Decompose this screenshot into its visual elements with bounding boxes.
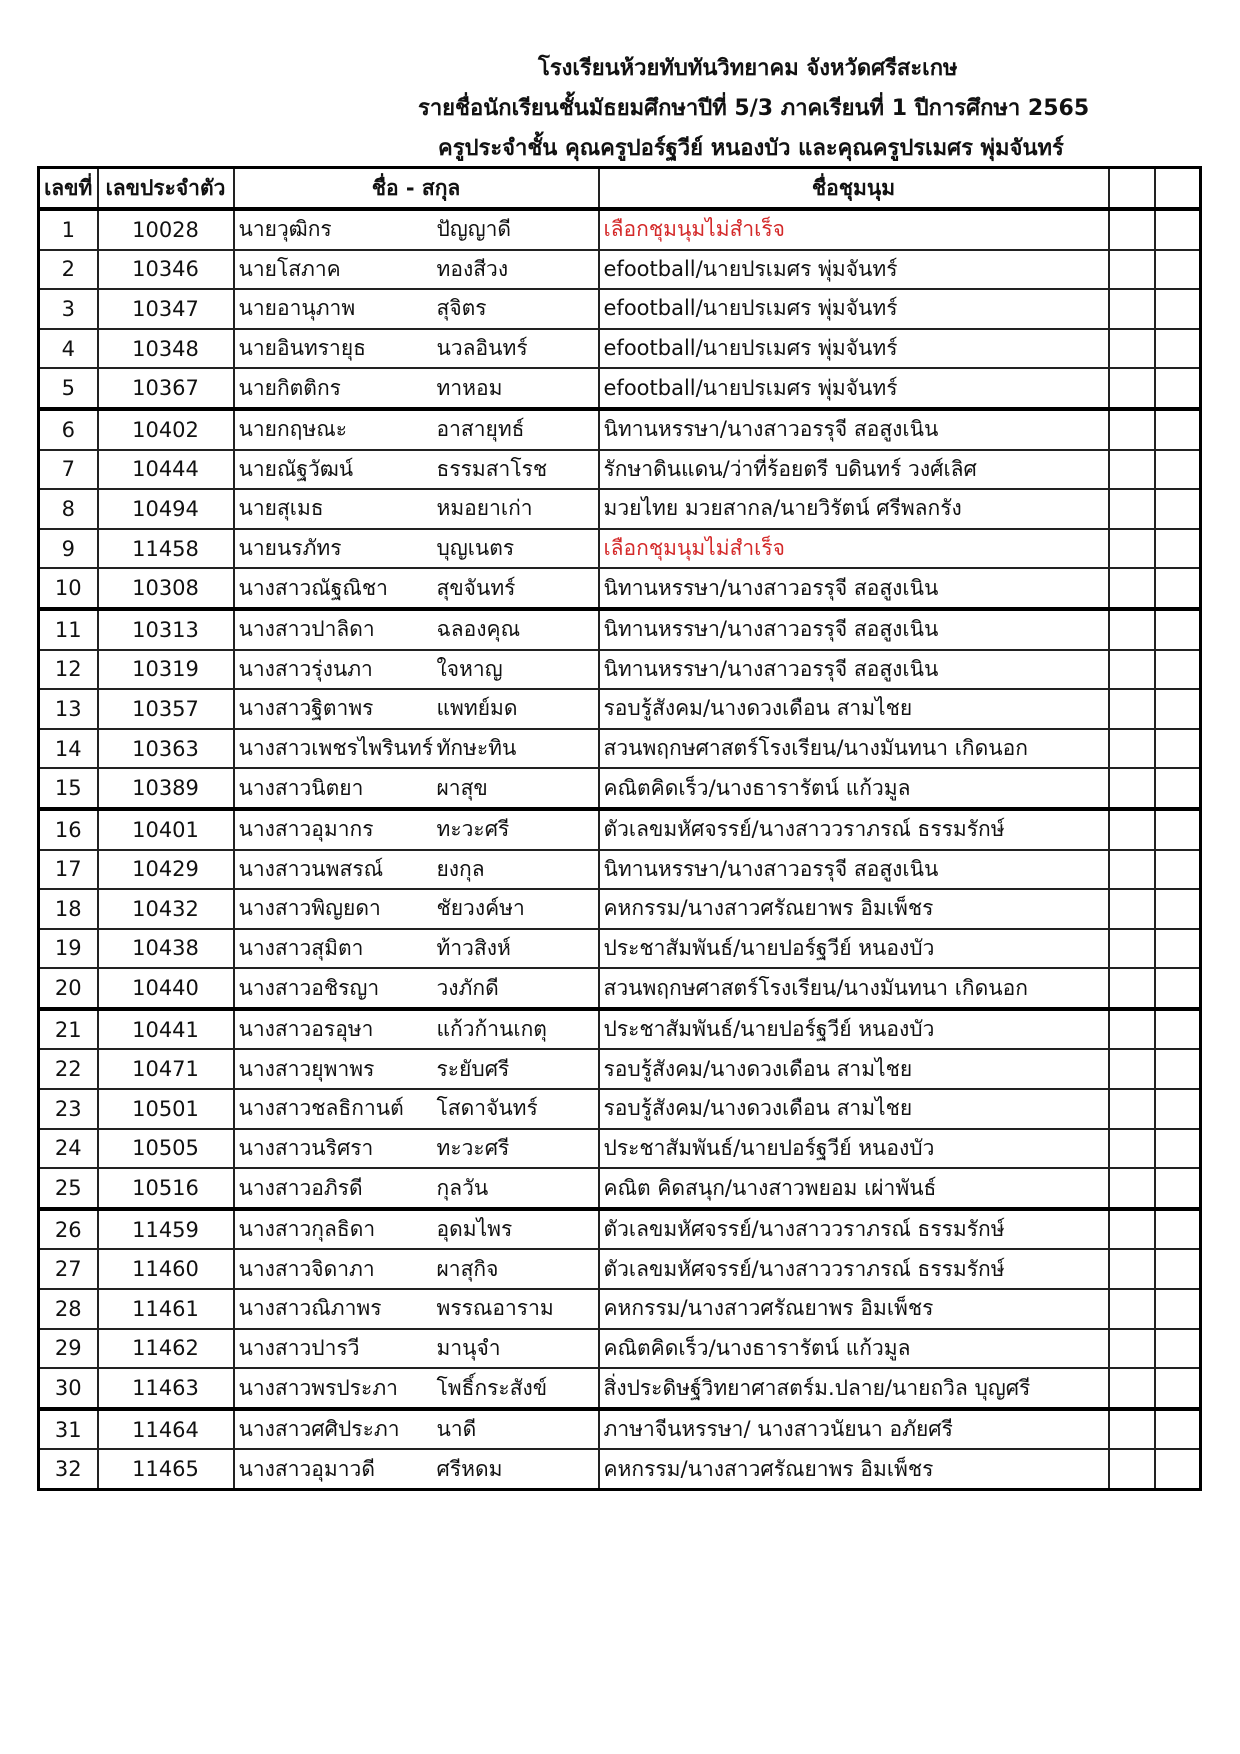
cell-student-id: 11461	[98, 1289, 234, 1329]
cell-number: 9	[39, 529, 98, 569]
cell-club: ประชาสัมพันธ์/นายปอร์ฐวีย์ หนองบัว	[599, 1129, 1109, 1169]
cell-student-id: 10401	[98, 809, 234, 850]
cell-student-id: 10505	[98, 1129, 234, 1169]
first-name: นางสาวรุ่งนภา	[238, 656, 373, 681]
table-row	[39, 729, 1201, 769]
cell-club: efootball/นายปรเมศร พุ่มจันทร์	[599, 368, 1109, 409]
cell-blank-1	[1109, 250, 1155, 290]
cell-number: 4	[39, 329, 98, 369]
cell-number: 20	[39, 968, 98, 1009]
cell-blank-2	[1155, 1329, 1201, 1369]
cell-club: รักษาดินแดน/ว่าที่ร้อยตรี บดินทร์ วงศ์เลิศ	[599, 450, 1109, 490]
cell-name	[234, 1249, 599, 1289]
cell-blank-1	[1109, 529, 1155, 569]
cell-blank-2	[1155, 1089, 1201, 1129]
last-name: สุจิตร	[436, 296, 487, 321]
cell-blank-2	[1155, 329, 1201, 369]
cell-blank-1	[1109, 1089, 1155, 1129]
cell-name	[234, 409, 599, 450]
last-name: กุลวัน	[436, 1175, 489, 1200]
cell-name	[234, 209, 599, 250]
first-name: นายสุเมธ	[238, 496, 324, 521]
table-row	[39, 529, 1201, 569]
last-name: ปัญญาดี	[436, 217, 512, 242]
cell-blank-2	[1155, 729, 1201, 769]
student-club-table	[37, 166, 1202, 1491]
cell-student-id: 10438	[98, 929, 234, 969]
cell-blank-2	[1155, 1209, 1201, 1250]
cell-number: 22	[39, 1049, 98, 1089]
last-name: ธรรมสาโรช	[436, 456, 548, 481]
cell-club: สวนพฤกษศาสตร์โรงเรียน/นางมันทนา เกิดนอก	[599, 968, 1109, 1009]
table-row	[39, 809, 1201, 850]
cell-club: นิทานหรรษา/นางสาวอรรุจี สอสูงเนิน	[599, 568, 1109, 609]
cell-blank-1	[1109, 209, 1155, 250]
first-name: นางสาวปารวี	[238, 1335, 360, 1360]
cell-student-id: 10494	[98, 489, 234, 529]
cell-blank-1	[1109, 609, 1155, 650]
last-name: ผาสุข	[436, 775, 488, 800]
table-row	[39, 1329, 1201, 1369]
cell-blank-2	[1155, 1449, 1201, 1489]
last-name: ผาสุกิจ	[436, 1256, 499, 1281]
cell-name	[234, 250, 599, 290]
cell-blank-1	[1109, 1209, 1155, 1250]
cell-name	[234, 929, 599, 969]
table-row	[39, 609, 1201, 650]
cell-blank-2	[1155, 650, 1201, 690]
last-name: ทาหอม	[436, 375, 503, 400]
cell-club: นิทานหรรษา/นางสาวอรรุจี สอสูงเนิน	[599, 409, 1109, 450]
table-row	[39, 1249, 1201, 1289]
cell-number: 31	[39, 1409, 98, 1450]
cell-number: 7	[39, 450, 98, 490]
cell-blank-2	[1155, 850, 1201, 890]
cell-number: 21	[39, 1009, 98, 1050]
cell-name	[234, 1409, 599, 1450]
cell-club: มวยไทย มวยสากล/นายวิรัตน์ ศรีพลกรัง	[599, 489, 1109, 529]
last-name: โสดาจันทร์	[436, 1096, 538, 1121]
cell-name	[234, 689, 599, 729]
cell-blank-1	[1109, 409, 1155, 450]
cell-number: 23	[39, 1089, 98, 1129]
cell-club: เลือกชุมนุมไม่สำเร็จ	[599, 209, 1109, 250]
table-row	[39, 289, 1201, 329]
cell-club: คหกรรม/นางสาวศรัณยาพร อิมเพ็ชร	[599, 1289, 1109, 1329]
cell-blank-2	[1155, 609, 1201, 650]
cell-blank-2	[1155, 1168, 1201, 1209]
table-row	[39, 568, 1201, 609]
cell-club: คณิต คิดสนุก/นางสาวพยอม เผ่าพันธ์	[599, 1168, 1109, 1209]
cell-name	[234, 768, 599, 809]
last-name: แพทย์มด	[436, 696, 518, 721]
cell-club: efootball/นายปรเมศร พุ่มจันทร์	[599, 329, 1109, 369]
cell-student-id: 10363	[98, 729, 234, 769]
cell-blank-2	[1155, 1368, 1201, 1409]
cell-blank-1	[1109, 568, 1155, 609]
cell-student-id: 11460	[98, 1249, 234, 1289]
cell-blank-1	[1109, 1409, 1155, 1450]
cell-blank-1	[1109, 650, 1155, 690]
cell-blank-1	[1109, 929, 1155, 969]
first-name: นางสาวนริศรา	[238, 1135, 374, 1160]
cell-blank-2	[1155, 1049, 1201, 1089]
first-name: นางสาวอภิรดี	[238, 1175, 363, 1200]
cell-student-id: 10308	[98, 568, 234, 609]
last-name: ทะวะศรี	[436, 1135, 510, 1160]
first-name: นายอินทรายุธ	[238, 336, 366, 361]
cell-number: 2	[39, 250, 98, 290]
last-name: ยงกุล	[436, 856, 485, 881]
last-name: ฉลองคุณ	[436, 617, 521, 642]
cell-club: คณิตคิดเร็ว/นางธารารัตน์ แก้วมูล	[599, 1329, 1109, 1369]
cell-student-id: 10357	[98, 689, 234, 729]
table-row	[39, 768, 1201, 809]
cell-blank-1	[1109, 1129, 1155, 1169]
cell-number: 32	[39, 1449, 98, 1489]
table-row	[39, 1449, 1201, 1489]
last-name: ศรีหดม	[436, 1456, 503, 1481]
cell-blank-2	[1155, 368, 1201, 409]
cell-club: คหกรรม/นางสาวศรัณยาพร อิมเพ็ชร	[599, 1449, 1109, 1489]
first-name: นายอานุภาพ	[238, 296, 356, 321]
table-row	[39, 409, 1201, 450]
first-name: นายณัฐวัฒน์	[238, 456, 354, 481]
cell-name	[234, 1368, 599, 1409]
last-name: ทองสีวง	[436, 256, 509, 281]
cell-number: 3	[39, 289, 98, 329]
cell-number: 29	[39, 1329, 98, 1369]
table-row	[39, 489, 1201, 529]
cell-student-id: 10346	[98, 250, 234, 290]
table-row	[39, 1289, 1201, 1329]
cell-blank-2	[1155, 568, 1201, 609]
table-header-row	[39, 168, 1201, 210]
cell-number: 1	[39, 209, 98, 250]
cell-club: สวนพฤกษศาสตร์โรงเรียน/นางมันทนา เกิดนอก	[599, 729, 1109, 769]
table-row	[39, 889, 1201, 929]
cell-number: 18	[39, 889, 98, 929]
cell-student-id: 10402	[98, 409, 234, 450]
cell-name	[234, 289, 599, 329]
last-name: อุดมไพร	[436, 1217, 513, 1242]
cell-number: 10	[39, 568, 98, 609]
first-name: นางสาวนพสรณ์	[238, 856, 384, 881]
cell-blank-1	[1109, 289, 1155, 329]
cell-number: 12	[39, 650, 98, 690]
cell-club: นิทานหรรษา/นางสาวอรรุจี สอสูงเนิน	[599, 609, 1109, 650]
cell-blank-1	[1109, 689, 1155, 729]
first-name: นางสาวกุลธิดา	[238, 1217, 376, 1242]
cell-number: 24	[39, 1129, 98, 1169]
cell-student-id: 10389	[98, 768, 234, 809]
first-name: นางสาวณิภาพร	[238, 1296, 382, 1321]
table-row	[39, 1089, 1201, 1129]
cell-name	[234, 568, 599, 609]
cell-club: ตัวเลขมหัศจรรย์/นางสาววราภรณ์ ธรรมรักษ์	[599, 1209, 1109, 1250]
table-row	[39, 1009, 1201, 1050]
cell-number: 28	[39, 1289, 98, 1329]
cell-blank-2	[1155, 768, 1201, 809]
cell-blank-1	[1109, 1368, 1155, 1409]
table-row	[39, 1409, 1201, 1450]
last-name: ทักษะทิน	[436, 736, 517, 761]
cell-name	[234, 489, 599, 529]
cell-club: สิ่งประดิษฐ์วิทยาศาสตร์ม.ปลาย/นายถวิล บุญศรี	[599, 1368, 1109, 1409]
cell-name	[234, 1089, 599, 1129]
table-row	[39, 650, 1201, 690]
cell-number: 30	[39, 1368, 98, 1409]
cell-blank-2	[1155, 209, 1201, 250]
table-row	[39, 929, 1201, 969]
cell-blank-1	[1109, 850, 1155, 890]
cell-club: ตัวเลขมหัศจรรย์/นางสาววราภรณ์ ธรรมรักษ์	[599, 1249, 1109, 1289]
first-name: นายโสภาค	[238, 256, 341, 281]
last-name: หมอยาเก่า	[436, 496, 533, 521]
cell-student-id: 10440	[98, 968, 234, 1009]
school-title: โรงเรียนห้วยทับทันวิทยาคม จังหวัดศรีสะเกษ	[538, 56, 958, 81]
homeroom-teachers: ครูประจำชั้น คุณครูปอร์ฐวีย์ หนองบัว และคุณครูปรเมศร พุ่มจันทร์	[438, 136, 1064, 161]
cell-name	[234, 529, 599, 569]
cell-number: 27	[39, 1249, 98, 1289]
first-name: นางสาวพิญยดา	[238, 896, 381, 921]
cell-number: 6	[39, 409, 98, 450]
cell-number: 8	[39, 489, 98, 529]
cell-name	[234, 850, 599, 890]
table-row	[39, 368, 1201, 409]
cell-student-id: 11464	[98, 1409, 234, 1450]
cell-blank-1	[1109, 768, 1155, 809]
cell-name	[234, 450, 599, 490]
cell-student-id: 10444	[98, 450, 234, 490]
cell-name	[234, 1329, 599, 1369]
cell-blank-2	[1155, 250, 1201, 290]
cell-name	[234, 368, 599, 409]
cell-number: 26	[39, 1209, 98, 1250]
cell-number: 13	[39, 689, 98, 729]
first-name: นางสาวจิดาภา	[238, 1256, 375, 1281]
cell-blank-2	[1155, 889, 1201, 929]
table-row	[39, 209, 1201, 250]
cell-name	[234, 1049, 599, 1089]
last-name: แก้วก้านเกตุ	[436, 1017, 547, 1042]
cell-blank-1	[1109, 1449, 1155, 1489]
cell-number: 16	[39, 809, 98, 850]
cell-name	[234, 1009, 599, 1050]
cell-student-id: 10471	[98, 1049, 234, 1089]
cell-blank-2	[1155, 1129, 1201, 1169]
cell-number: 17	[39, 850, 98, 890]
first-name: นางสาวนิตยา	[238, 775, 364, 800]
column-header-blank-1	[1109, 168, 1155, 210]
cell-club: รอบรู้สังคม/นางดวงเดือน สามไชย	[599, 1089, 1109, 1129]
cell-club: รอบรู้สังคม/นางดวงเดือน สามไชย	[599, 689, 1109, 729]
last-name: ชัยวงค์ษา	[436, 896, 525, 921]
first-name: นางสาวยุพาพร	[238, 1056, 375, 1081]
cell-name	[234, 729, 599, 769]
cell-blank-2	[1155, 289, 1201, 329]
cell-blank-2	[1155, 450, 1201, 490]
cell-club: รอบรู้สังคม/นางดวงเดือน สามไชย	[599, 1049, 1109, 1089]
table-row	[39, 1368, 1201, 1409]
first-name: นางสาวฐิตาพร	[238, 696, 374, 721]
cell-blank-2	[1155, 409, 1201, 450]
cell-blank-1	[1109, 968, 1155, 1009]
first-name: นางสาวอุมากร	[238, 817, 374, 842]
cell-student-id: 10367	[98, 368, 234, 409]
cell-number: 15	[39, 768, 98, 809]
cell-blank-2	[1155, 1289, 1201, 1329]
first-name: นางสาวอรอุษา	[238, 1017, 374, 1042]
cell-club: นิทานหรรษา/นางสาวอรรุจี สอสูงเนิน	[599, 650, 1109, 690]
cell-name	[234, 1129, 599, 1169]
first-name: นางสาวพรประภา	[238, 1375, 398, 1400]
cell-blank-2	[1155, 1009, 1201, 1050]
cell-club: efootball/นายปรเมศร พุ่มจันทร์	[599, 250, 1109, 290]
table-row	[39, 250, 1201, 290]
first-name: นางสาวอชิรญา	[238, 975, 380, 1000]
cell-blank-1	[1109, 1168, 1155, 1209]
table-row	[39, 968, 1201, 1009]
column-header-blank-2	[1155, 168, 1201, 210]
cell-number: 5	[39, 368, 98, 409]
cell-name	[234, 1449, 599, 1489]
cell-student-id: 10347	[98, 289, 234, 329]
first-name: นางสาวเพชรไพรินทร์	[238, 736, 434, 761]
last-name: ใจหาญ	[436, 656, 503, 681]
cell-blank-1	[1109, 1329, 1155, 1369]
cell-blank-2	[1155, 1249, 1201, 1289]
cell-blank-1	[1109, 729, 1155, 769]
table-row	[39, 850, 1201, 890]
table-row	[39, 450, 1201, 490]
cell-blank-2	[1155, 689, 1201, 729]
cell-blank-2	[1155, 489, 1201, 529]
cell-student-id: 11465	[98, 1449, 234, 1489]
cell-name	[234, 329, 599, 369]
last-name: โพธิ์กระสังข์	[436, 1375, 548, 1400]
last-name: สุขจันทร์	[436, 575, 516, 600]
cell-student-id: 10028	[98, 209, 234, 250]
cell-name	[234, 968, 599, 1009]
cell-student-id: 10348	[98, 329, 234, 369]
cell-blank-2	[1155, 1409, 1201, 1450]
table-row	[39, 1049, 1201, 1089]
cell-name	[234, 1168, 599, 1209]
table-row	[39, 329, 1201, 369]
cell-blank-2	[1155, 529, 1201, 569]
cell-club: ตัวเลขมหัศจรรย์/นางสาววราภรณ์ ธรรมรักษ์	[599, 809, 1109, 850]
cell-student-id: 10432	[98, 889, 234, 929]
table-row	[39, 1168, 1201, 1209]
cell-name	[234, 889, 599, 929]
cell-student-id: 10319	[98, 650, 234, 690]
cell-number: 14	[39, 729, 98, 769]
last-name: นาดี	[436, 1417, 477, 1442]
cell-club: efootball/นายปรเมศร พุ่มจันทร์	[599, 289, 1109, 329]
cell-number: 11	[39, 609, 98, 650]
cell-name	[234, 1289, 599, 1329]
last-name: นวลอินทร์	[436, 336, 528, 361]
cell-club: เลือกชุมนุมไม่สำเร็จ	[599, 529, 1109, 569]
cell-club: คณิตคิดเร็ว/นางธารารัตน์ แก้วมูล	[599, 768, 1109, 809]
table-row	[39, 689, 1201, 729]
column-header-number: เลขที่	[39, 168, 98, 210]
cell-student-id: 11459	[98, 1209, 234, 1250]
cell-club: นิทานหรรษา/นางสาวอรรุจี สอสูงเนิน	[599, 850, 1109, 890]
last-name: มานุจำ	[436, 1335, 501, 1360]
cell-student-id: 11462	[98, 1329, 234, 1369]
cell-blank-1	[1109, 450, 1155, 490]
last-name: ระยับศรี	[436, 1056, 510, 1081]
column-header-student-id: เลขประจำตัว	[98, 168, 234, 210]
cell-blank-1	[1109, 368, 1155, 409]
cell-club: ประชาสัมพันธ์/นายปอร์ฐวีย์ หนองบัว	[599, 1009, 1109, 1050]
last-name: วงภักดี	[436, 975, 499, 1000]
last-name: อาสายุทธ์	[436, 417, 525, 442]
cell-blank-1	[1109, 889, 1155, 929]
cell-blank-1	[1109, 809, 1155, 850]
cell-name	[234, 650, 599, 690]
cell-student-id: 10501	[98, 1089, 234, 1129]
last-name: ทะวะศรี	[436, 817, 510, 842]
cell-blank-2	[1155, 968, 1201, 1009]
cell-blank-1	[1109, 489, 1155, 529]
cell-club: ประชาสัมพันธ์/นายปอร์ฐวีย์ หนองบัว	[599, 929, 1109, 969]
first-name: นางสาวสุมิตา	[238, 935, 364, 960]
cell-name	[234, 809, 599, 850]
cell-student-id: 10516	[98, 1168, 234, 1209]
cell-number: 19	[39, 929, 98, 969]
first-name: นางสาวชลธิกานต์	[238, 1096, 404, 1121]
cell-blank-1	[1109, 329, 1155, 369]
first-name: นางสาวศศิประภา	[238, 1417, 400, 1442]
table-row	[39, 1129, 1201, 1169]
column-header-club: ชื่อชุมนุม	[599, 168, 1109, 210]
cell-blank-1	[1109, 1049, 1155, 1089]
cell-name	[234, 1209, 599, 1250]
cell-student-id: 10429	[98, 850, 234, 890]
first-name: นางสาวอุมาวดี	[238, 1456, 375, 1481]
cell-club: คหกรรม/นางสาวศรัณยาพร อิมเพ็ชร	[599, 889, 1109, 929]
cell-student-id: 11458	[98, 529, 234, 569]
first-name: นางสาวปาลิดา	[238, 617, 375, 642]
first-name: นายกฤษณะ	[238, 417, 347, 442]
cell-number: 25	[39, 1168, 98, 1209]
cell-blank-2	[1155, 809, 1201, 850]
cell-name	[234, 609, 599, 650]
list-subtitle: รายชื่อนักเรียนชั้นมัธยมศึกษาปีที่ 5/3 ภาคเรียนที่ 1 ปีการศึกษา 2565	[418, 96, 1090, 121]
column-header-name: ชื่อ - สกุล	[234, 168, 599, 210]
cell-student-id: 11463	[98, 1368, 234, 1409]
last-name: พรรณอาราม	[436, 1296, 554, 1321]
cell-blank-1	[1109, 1289, 1155, 1329]
cell-blank-1	[1109, 1249, 1155, 1289]
first-name: นายกิตติกร	[238, 375, 341, 400]
last-name: ท้าวสิงห์	[436, 935, 511, 960]
cell-blank-2	[1155, 929, 1201, 969]
cell-club: ภาษาจีนหรรษา/ นางสาวนัยนา อภัยศรี	[599, 1409, 1109, 1450]
cell-student-id: 10313	[98, 609, 234, 650]
last-name: บุญเนตร	[436, 536, 515, 561]
first-name: นางสาวณัฐณิชา	[238, 575, 388, 600]
first-name: นายนรภัทร	[238, 536, 342, 561]
cell-blank-1	[1109, 1009, 1155, 1050]
first-name: นายวุฒิกร	[238, 217, 332, 242]
cell-student-id: 10441	[98, 1009, 234, 1050]
table-row	[39, 1209, 1201, 1250]
